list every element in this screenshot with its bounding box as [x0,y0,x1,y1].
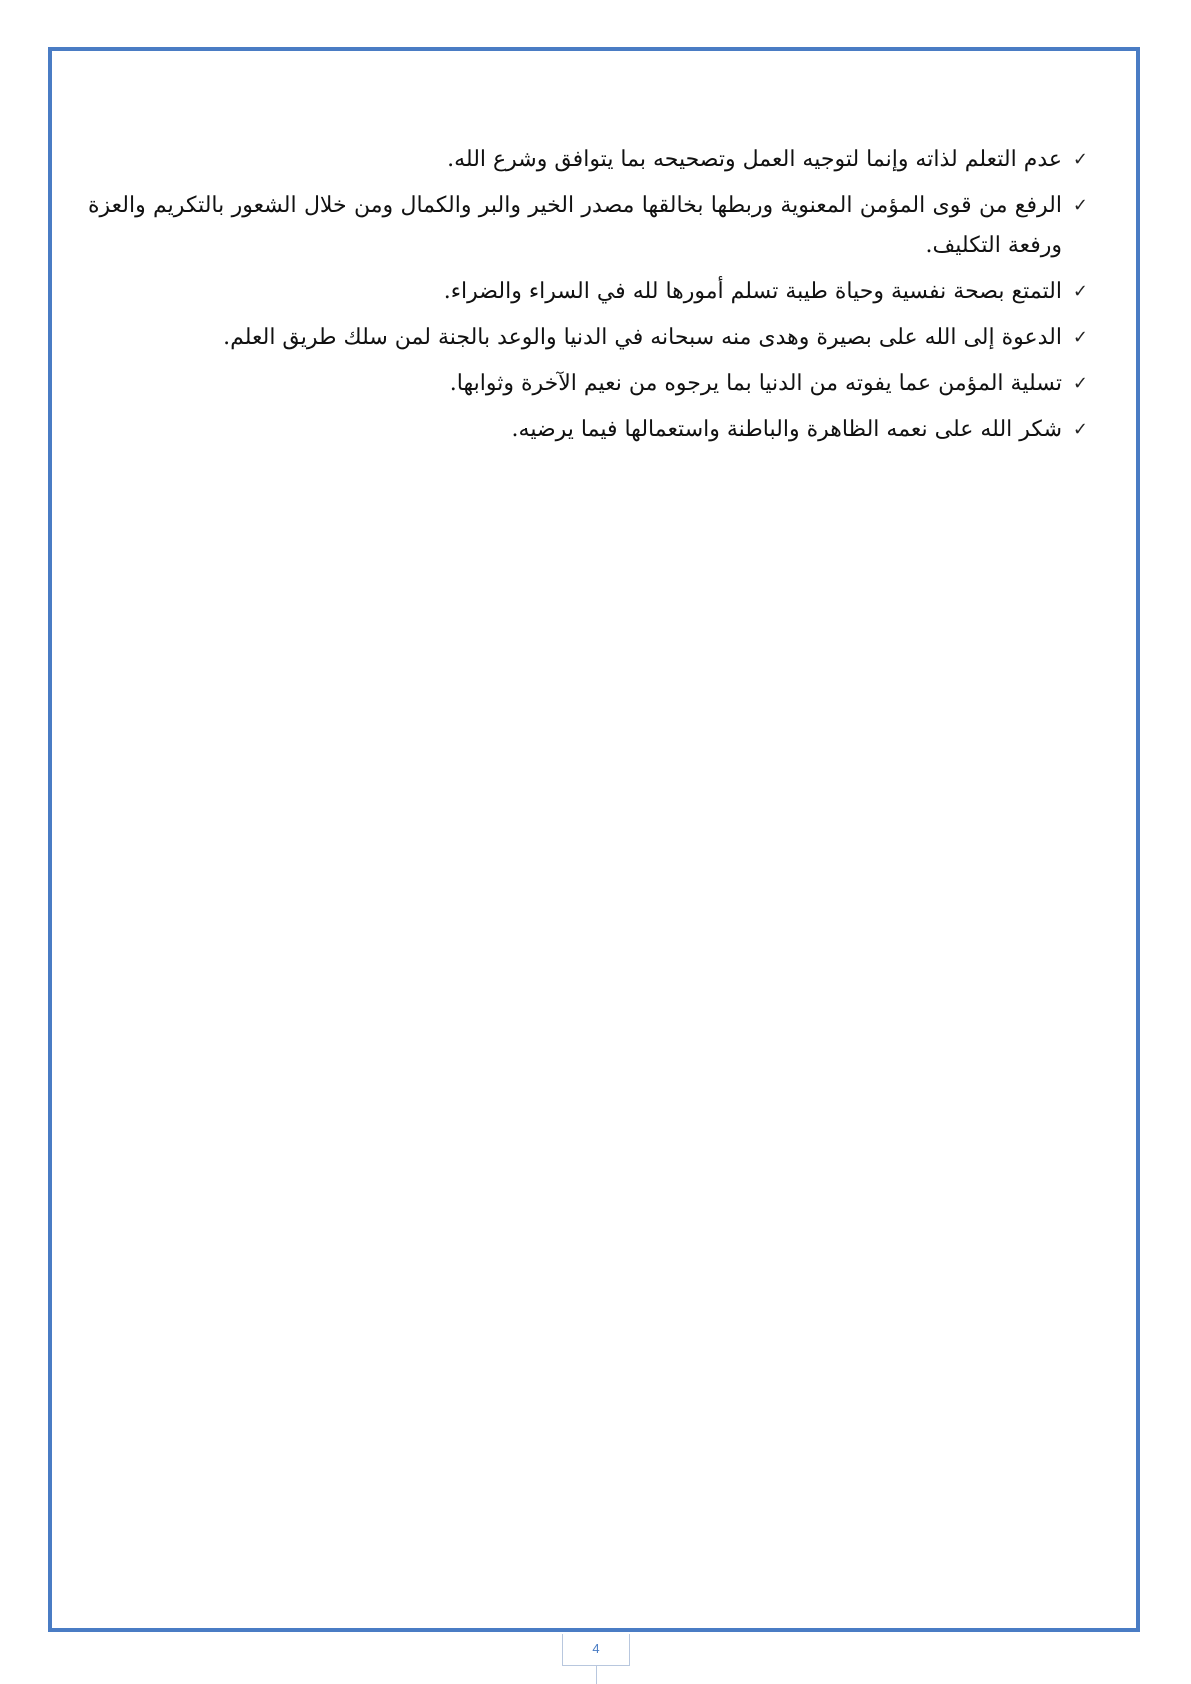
list-item [88,272,1088,312]
list-item-text: التمتع بصحة نفسية وحياة طيبة تسلم أمورها لله في السراء والضراء. [443,279,1062,304]
list-item-text: الدعوة إلى الله على بصيرة وهدى منه سبحانه في الدنيا والوعد بالجنة لمن سلك طريق العلم. [223,325,1062,350]
list-item-text: شكر الله على نعمه الظاهرة والباطنة واستعمالها فيما يرضيه. [511,417,1062,442]
page-number: 4 [562,1634,630,1666]
checkmark-icon: ✓ [1072,373,1088,394]
checkmark-icon: ✓ [1072,419,1088,440]
bullet-list [88,140,1088,456]
checkmark-icon: ✓ [1072,149,1088,170]
list-item [88,410,1088,450]
checkmark-icon: ✓ [1072,281,1088,302]
list-item [88,364,1088,404]
checkmark-icon: ✓ [1072,327,1088,348]
checkmark-icon: ✓ [1072,195,1088,216]
list-item [88,318,1088,358]
page-number-divider [596,1666,597,1684]
list-item-text: عدم التعلم لذاته وإنما لتوجيه العمل وتصحيحه بما يتوافق وشرع الله. [447,147,1062,172]
list-item-text: الرفع من قوى المؤمن المعنوية وربطها بخالقها مصدر الخير والبر والكمال ومن خلال الشعور بالتكريم والعزة ورفعة التكليف. [88,193,1062,258]
list-item-text: تسلية المؤمن عما يفوته من الدنيا بما يرجوه من نعيم الآخرة وثوابها. [449,371,1062,396]
list-item [88,186,1088,266]
list-item [88,140,1088,180]
